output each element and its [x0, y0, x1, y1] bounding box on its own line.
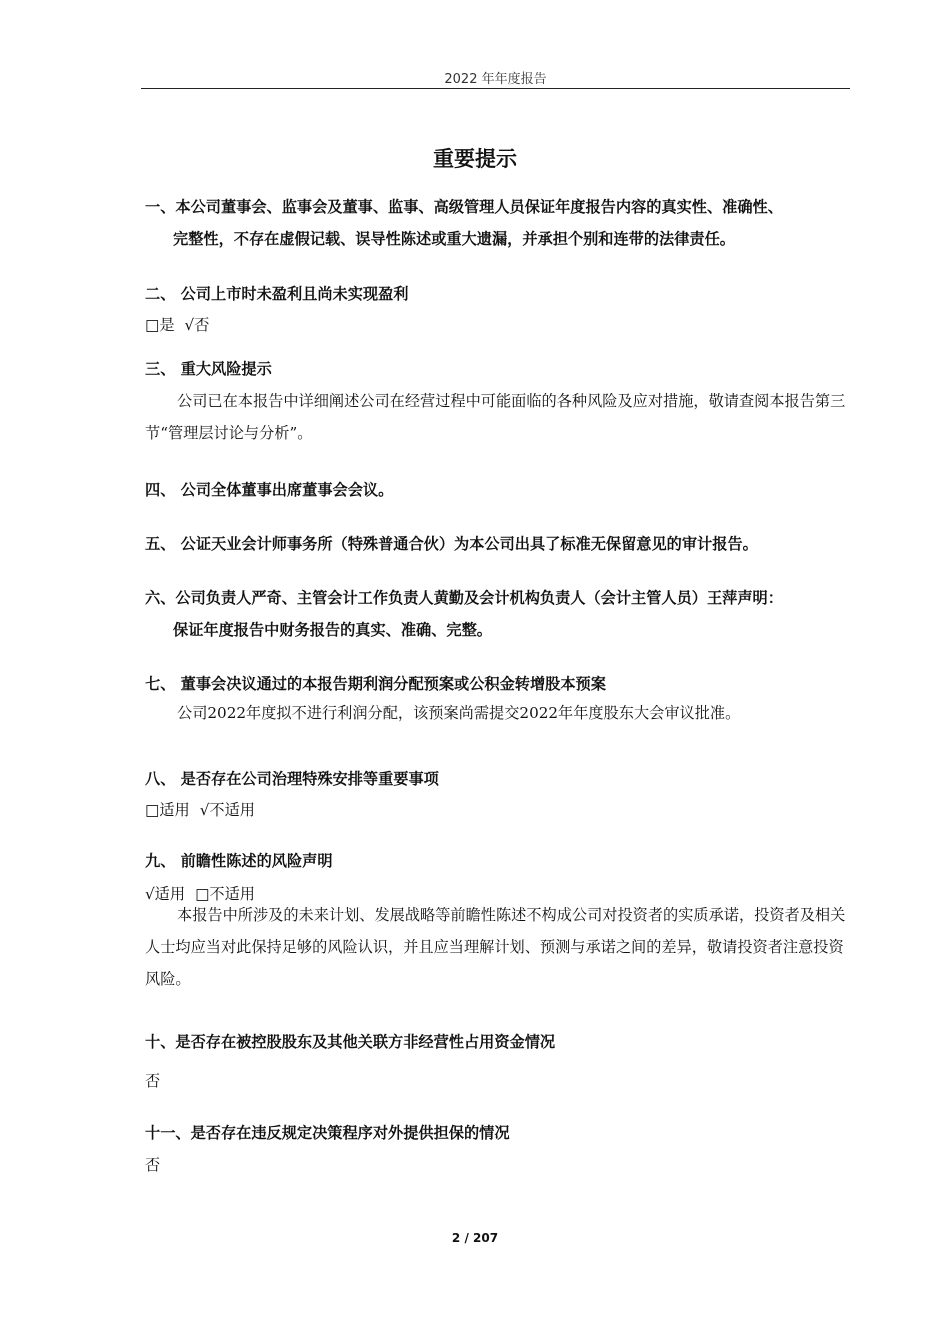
section-4-heading: 四、 公司全体董事出席董事会会议。 [145, 481, 394, 499]
section-3-body: 公司已在本报告中详细阐述公司在经营过程中可能面临的各种风险及应对措施，敬请查阅本报告第三节“管理层讨论与分析”。 [145, 392, 846, 442]
section-6-line-2: 保证年度报告中财务报告的真实、准确、完整。 [173, 621, 492, 639]
s2-option-no: √否 [184, 316, 210, 334]
section-1-line-1: 一、本公司董事会、监事会及董事、监事、高级管理人员保证年度报告内容的真实性、准确性、 [145, 198, 783, 216]
section-8-options [145, 799, 850, 821]
section-10-heading: 十、是否存在被控股股东及其他关联方非经营性占用资金情况 [145, 1033, 556, 1051]
section-10 [145, 1026, 850, 1058]
s2-option-yes: □是 [145, 316, 175, 334]
section-10-answer [145, 1065, 850, 1097]
section-10-answer-text: 否 [145, 1072, 161, 1090]
s9-option-applicable: √适用 [145, 885, 186, 903]
section-7-heading: 七、 董事会决议通过的本报告期利润分配预案或公积金转增股本预案 [145, 675, 606, 693]
section-1 [145, 191, 850, 255]
section-9-heading-text: 九、 前瞻性陈述的风险声明 [145, 852, 333, 870]
section-7-body: 公司2022年度拟不进行利润分配，该预案尚需提交2022年年度股东大会审议批准。 [177, 704, 741, 722]
section-2-heading [145, 278, 850, 310]
page-header: 2022 年年度报告 [444, 72, 547, 87]
s9-option-not-applicable: □不适用 [195, 885, 255, 903]
section-7 [145, 668, 850, 729]
page-title: 重要提示 [433, 147, 517, 171]
section-8-heading-text: 八、 是否存在公司治理特殊安排等重要事项 [145, 770, 439, 788]
section-4 [145, 474, 850, 506]
section-2-heading-text: 二、 公司上市时未盈利且尚未实现盈利 [145, 285, 409, 303]
section-9-body-text: 本报告中所涉及的未来计划、发展战略等前瞻性陈述不构成公司对投资者的实质承诺，投资者及相关人士均应当对此保持足够的风险认识，并且应当理解计划、预测与承诺之间的差异，敬请投资者注意投资风险。 [145, 906, 846, 988]
s8-option-not-applicable: √不适用 [199, 801, 255, 819]
s8-option-applicable: □适用 [145, 801, 190, 819]
section-5-heading: 五、 公证天业会计师事务所（特殊普通合伙）为本公司出具了标准无保留意见的审计报告。 [145, 535, 758, 553]
section-6 [145, 582, 850, 646]
section-8-heading [145, 763, 850, 795]
section-1-line-2: 完整性，不存在虚假记载、误导性陈述或重大遗漏，并承担个别和连带的法律责任。 [173, 230, 735, 248]
page-number: 2 / 207 [451, 1231, 499, 1245]
section-11-answer [145, 1149, 850, 1181]
section-3-heading: 三、 重大风险提示 [145, 360, 272, 378]
section-11-answer-text: 否 [145, 1156, 161, 1174]
section-2-options [145, 314, 850, 336]
header-divider [141, 88, 850, 89]
section-6-line-1: 六、公司负责人严奇、主管会计工作负责人黄勤及会计机构负责人（会计主管人员）王萍声明： [145, 589, 783, 607]
section-9-heading [145, 845, 850, 877]
section-3 [145, 353, 850, 449]
section-9-body [145, 899, 850, 995]
section-11 [145, 1117, 850, 1149]
section-5 [145, 528, 850, 560]
section-11-heading: 十一、是否存在违反规定决策程序对外提供担保的情况 [145, 1124, 510, 1142]
